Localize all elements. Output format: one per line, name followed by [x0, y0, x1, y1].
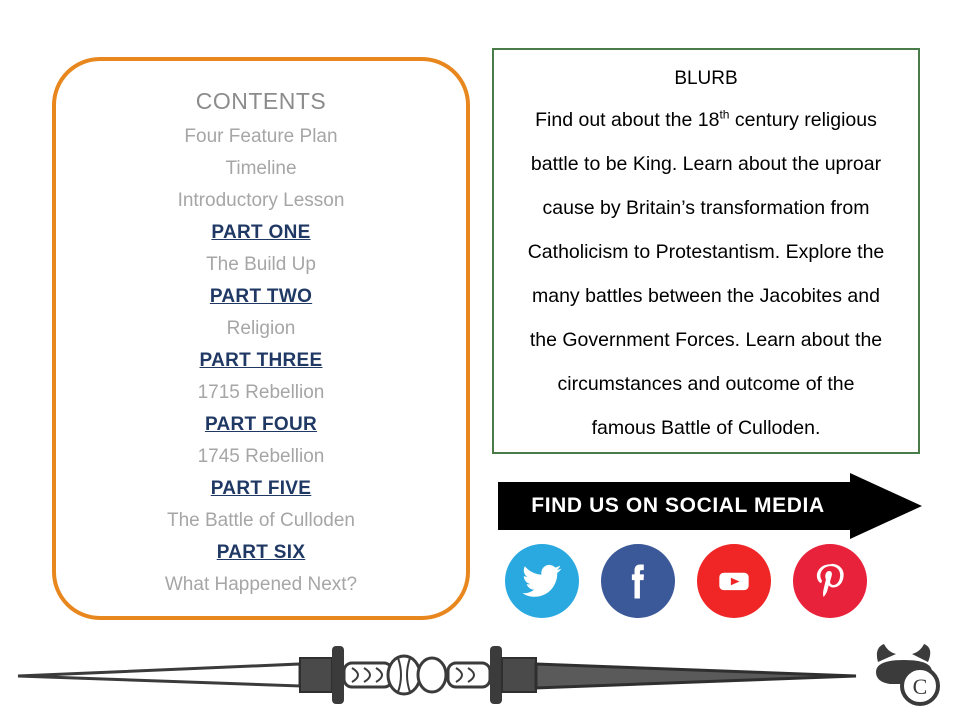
- sword-right: [418, 646, 856, 704]
- social-media-banner: [498, 473, 922, 539]
- contents-list: [56, 83, 466, 601]
- blurb-line-2: battle to be King. Learn about the uproar: [530, 153, 882, 175]
- crossed-swords-decoration: [0, 630, 960, 720]
- contents-title: CONTENTS: [195, 88, 327, 114]
- contents-item-religion: Religion: [226, 318, 296, 339]
- blurb-heading: BLURB: [674, 68, 738, 89]
- copyright-logo: [868, 642, 946, 708]
- svg-text:C: C: [912, 674, 928, 699]
- youtube-icon[interactable]: [697, 544, 771, 618]
- facebook-icon[interactable]: [601, 544, 675, 618]
- contents-item-battle-of-culloden: The Battle of Culloden: [166, 510, 355, 531]
- copyright-icon: [868, 642, 946, 708]
- contents-panel: [52, 57, 470, 620]
- contents-item-1745-rebellion: 1745 Rebellion: [197, 446, 325, 467]
- blurb-line-7: circumstances and outcome of the: [557, 373, 855, 395]
- pinterest-p-glyph: [809, 560, 851, 602]
- contents-item-what-happened-next: What Happened Next?: [164, 574, 358, 595]
- social-icons-row: [505, 543, 905, 619]
- contents-item-timeline: Timeline: [225, 158, 297, 179]
- contents-item-introductory-lesson: Introductory Lesson: [177, 190, 345, 211]
- facebook-f-glyph: [617, 560, 659, 602]
- sword-left: [18, 646, 420, 704]
- blurb-line-1: [504, 98, 908, 142]
- blurb-panel: [492, 48, 920, 454]
- contents-item-1715-rebellion: 1715 Rebellion: [197, 382, 325, 403]
- blurb-ordinal-suffix: th: [719, 107, 730, 122]
- blurb-line-4: Catholicism to Protestantism. Explore the: [527, 241, 885, 263]
- blurb-line-1-text-end: century religious: [729, 109, 877, 131]
- swords-graphic: [0, 630, 960, 720]
- blurb-line-6: the Government Forces. Learn about the: [529, 329, 883, 351]
- social-media-banner-label: FIND US ON SOCIAL MEDIA: [531, 494, 825, 517]
- twitter-icon[interactable]: [505, 544, 579, 618]
- blurb-line-1-text: Find out about the 18: [535, 109, 720, 131]
- pinterest-icon[interactable]: [793, 544, 867, 618]
- contents-item-part-three[interactable]: PART THREE: [199, 350, 323, 371]
- blurb-line-5: many battles between the Jacobites and: [532, 285, 880, 307]
- contents-item-part-two[interactable]: PART TWO: [209, 286, 313, 307]
- contents-item-part-one[interactable]: PART ONE: [211, 222, 311, 243]
- youtube-play-glyph: [712, 559, 756, 603]
- contents-item-the-build-up: The Build Up: [206, 254, 316, 275]
- contents-item-part-five[interactable]: PART FIVE: [210, 478, 312, 499]
- contents-item-four-feature-plan: Four Feature Plan: [184, 126, 338, 147]
- blurb-line-8: famous Battle of Culloden.: [591, 417, 821, 439]
- twitter-bird-glyph: [521, 560, 563, 602]
- blurb-line-3: cause by Britain’s transformation from: [542, 197, 870, 219]
- contents-item-part-four[interactable]: PART FOUR: [204, 414, 318, 435]
- contents-item-part-six[interactable]: PART SIX: [216, 542, 306, 563]
